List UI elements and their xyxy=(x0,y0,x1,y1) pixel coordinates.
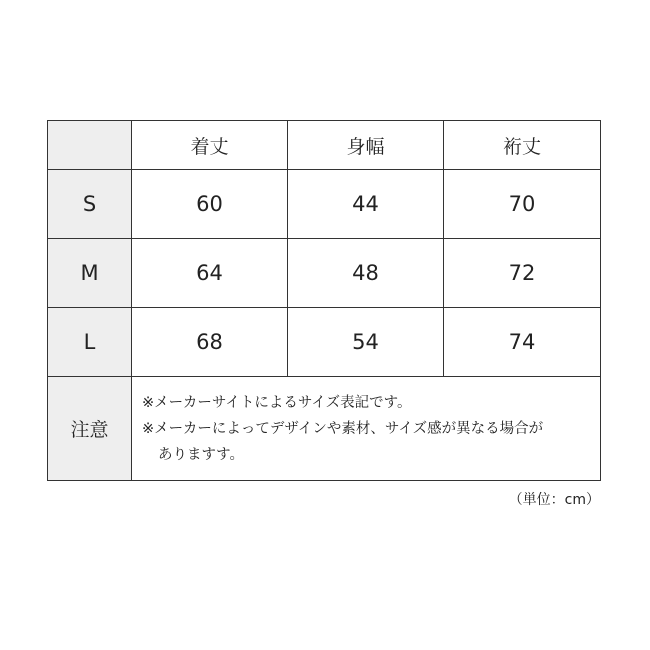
value-cell xyxy=(132,308,288,377)
size-cell xyxy=(48,239,132,308)
size-label: M xyxy=(80,261,99,285)
value-cell xyxy=(288,308,444,377)
size-label: L xyxy=(83,330,96,354)
value-cell xyxy=(288,239,444,308)
size-cell xyxy=(48,308,132,377)
note-line: ありますす。 xyxy=(158,446,244,463)
sleeve-value: 72 xyxy=(508,261,536,285)
header-sleeve-label: 裄丈 xyxy=(502,135,541,158)
value-cell xyxy=(444,239,601,308)
length-value: 64 xyxy=(196,261,223,285)
size-cell xyxy=(48,170,132,239)
note-line: ※メーカーサイトによるサイズ表記です。 xyxy=(142,394,412,411)
header-length-label: 着丈 xyxy=(190,135,229,158)
header-sleeve xyxy=(444,121,601,170)
width-value: 54 xyxy=(352,330,379,354)
note-row xyxy=(48,377,601,481)
size-label: S xyxy=(82,192,97,216)
note-text-cell xyxy=(132,377,601,481)
value-cell xyxy=(288,170,444,239)
table-row xyxy=(48,239,601,308)
header-row xyxy=(48,121,601,170)
header-width-label: 身幅 xyxy=(346,135,385,158)
value-cell xyxy=(444,170,601,239)
note-label: 注意 xyxy=(70,419,109,441)
note-line: ※メーカーによってデザインや素材、サイズ感が異なる場合が xyxy=(142,420,544,437)
header-width xyxy=(288,121,444,170)
sleeve-value: 74 xyxy=(508,330,536,354)
size-chart-table xyxy=(47,120,601,481)
header-corner-cell xyxy=(48,121,132,170)
value-cell xyxy=(132,170,288,239)
width-value: 44 xyxy=(352,192,379,216)
header-length xyxy=(132,121,288,170)
unit-label: （単位：cm） xyxy=(508,492,600,508)
value-cell xyxy=(132,239,288,308)
note-label-cell xyxy=(48,377,132,481)
width-value: 48 xyxy=(352,261,379,285)
table-row xyxy=(48,170,601,239)
sleeve-value: 70 xyxy=(508,192,536,216)
table-row xyxy=(48,308,601,377)
value-cell xyxy=(444,308,601,377)
length-value: 60 xyxy=(196,192,223,216)
length-value: 68 xyxy=(196,330,223,354)
